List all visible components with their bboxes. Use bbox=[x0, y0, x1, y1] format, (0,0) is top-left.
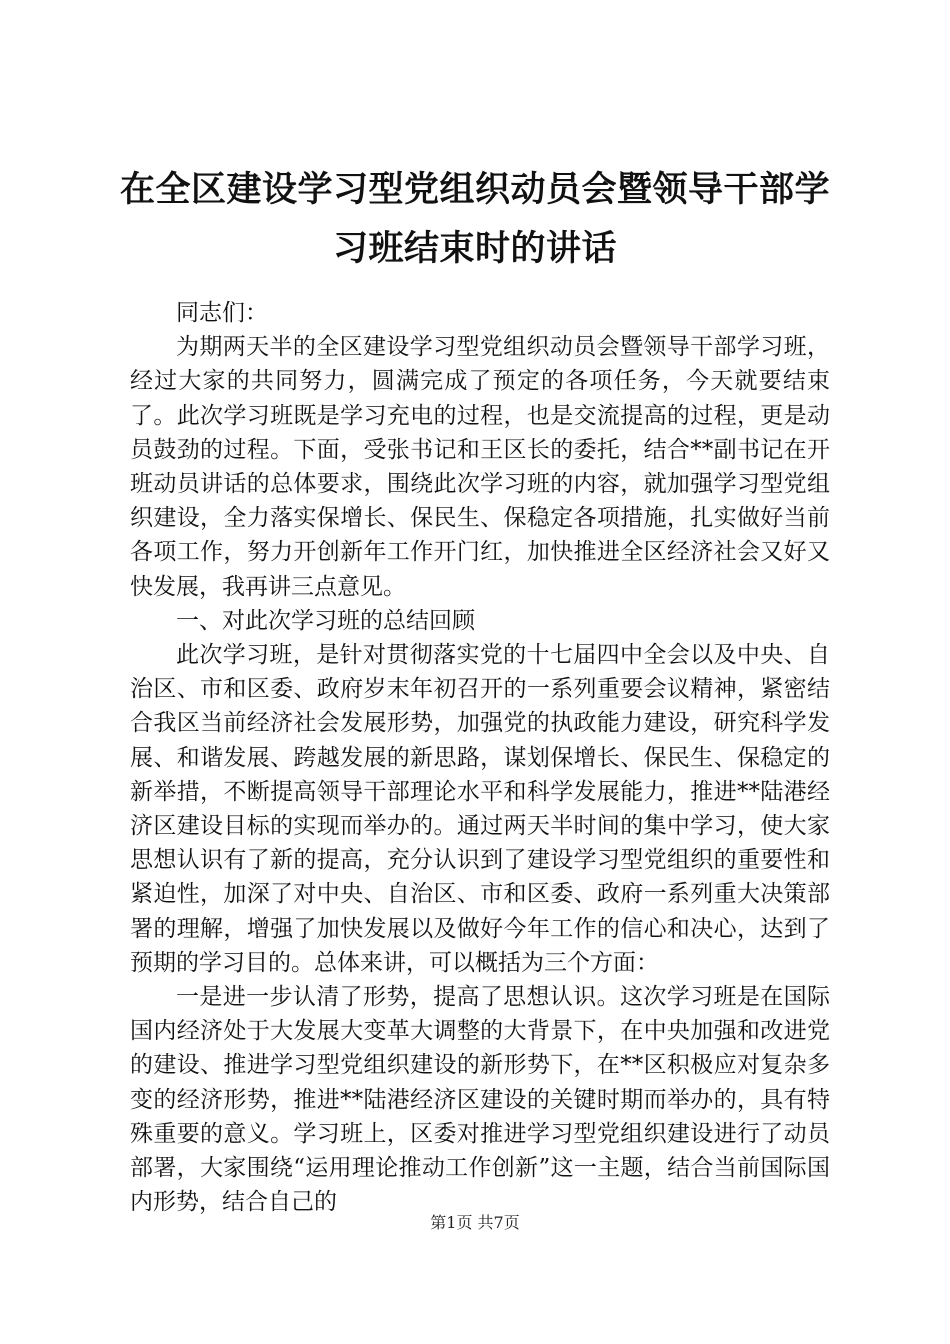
document-title: 在全区建设学习型党组织动员会暨领导干部学习班结束时的讲话 bbox=[119, 169, 830, 269]
section-heading-1: 一、对此次学习班的总结回顾 bbox=[176, 607, 475, 634]
salutation: 同志们： bbox=[176, 300, 268, 326]
paragraph-summary: 此次学习班，是针对贯彻落实党的十七届四中全会以及中央、自治区、市和区委、政府岁末年初召开的一系列重要会议精神，紧密结合我区当前经济社会发展形势，加强党的执政能力建设，研究科学发展、和谐发展、跨越发展的新思路，谋划保增长、保民生、保稳定的新举措，不断提高领导干部理论水平和科学发展能力，推进**陆港经济区建设目标的实现而举办的。通过两天半时间的集中学习，使大家思想认识有了新的提高，充分认识到了建设学习型党组织的重要性和紧迫性，加深了对中央、自治区、市和区委、政府一系列重大决策部署的理解，增强了加快发展以及做好今年工作的信心和决心，达到了预期的学习目的。总体来讲，可以概括为三个方面： bbox=[130, 642, 830, 976]
page-number-footer: 第1页 共7页 bbox=[430, 1213, 520, 1232]
paragraph-intro: 为期两天半的全区建设学习型党组织动员会暨领导干部学习班，经过大家的共同努力，圆满完成了预定的各项任务，今天就要结束了。此次学习班既是学习充电的过程，也是交流提高的过程，更是动员鼓劲的过程。下面，受张书记和王区长的委托，结合**副书记在开班动员讲话的总体要求，围绕此次学习班的内容，就加强学习型党组织建设，全力落实保增长、保民生、保稳定各项措施，扎实做好当前各项工作，努力开创新年工作开门红，加快推进全区经济社会又好又快发展，我再讲三点意见。 bbox=[130, 334, 830, 600]
paragraph-point-1: 一是进一步认清了形势，提高了思想认识。这次学习班是在国际国内经济处于大发展大变革大调整的大背景下，在中央加强和改进党的建设、推进学习型党组织建设的新形势下，在**区积极应对复杂多变的经济形势，推进**陆港经济区建设的关键时期而举办的，具有特殊重要的意义。学习班上，区委对推进学习型党组织建设进行了动员部署，大家围绕“运用理论推动工作创新”这一主题，结合当前国际国内形势，结合自己的 bbox=[130, 984, 830, 1216]
document-body bbox=[130, 296, 830, 1219]
